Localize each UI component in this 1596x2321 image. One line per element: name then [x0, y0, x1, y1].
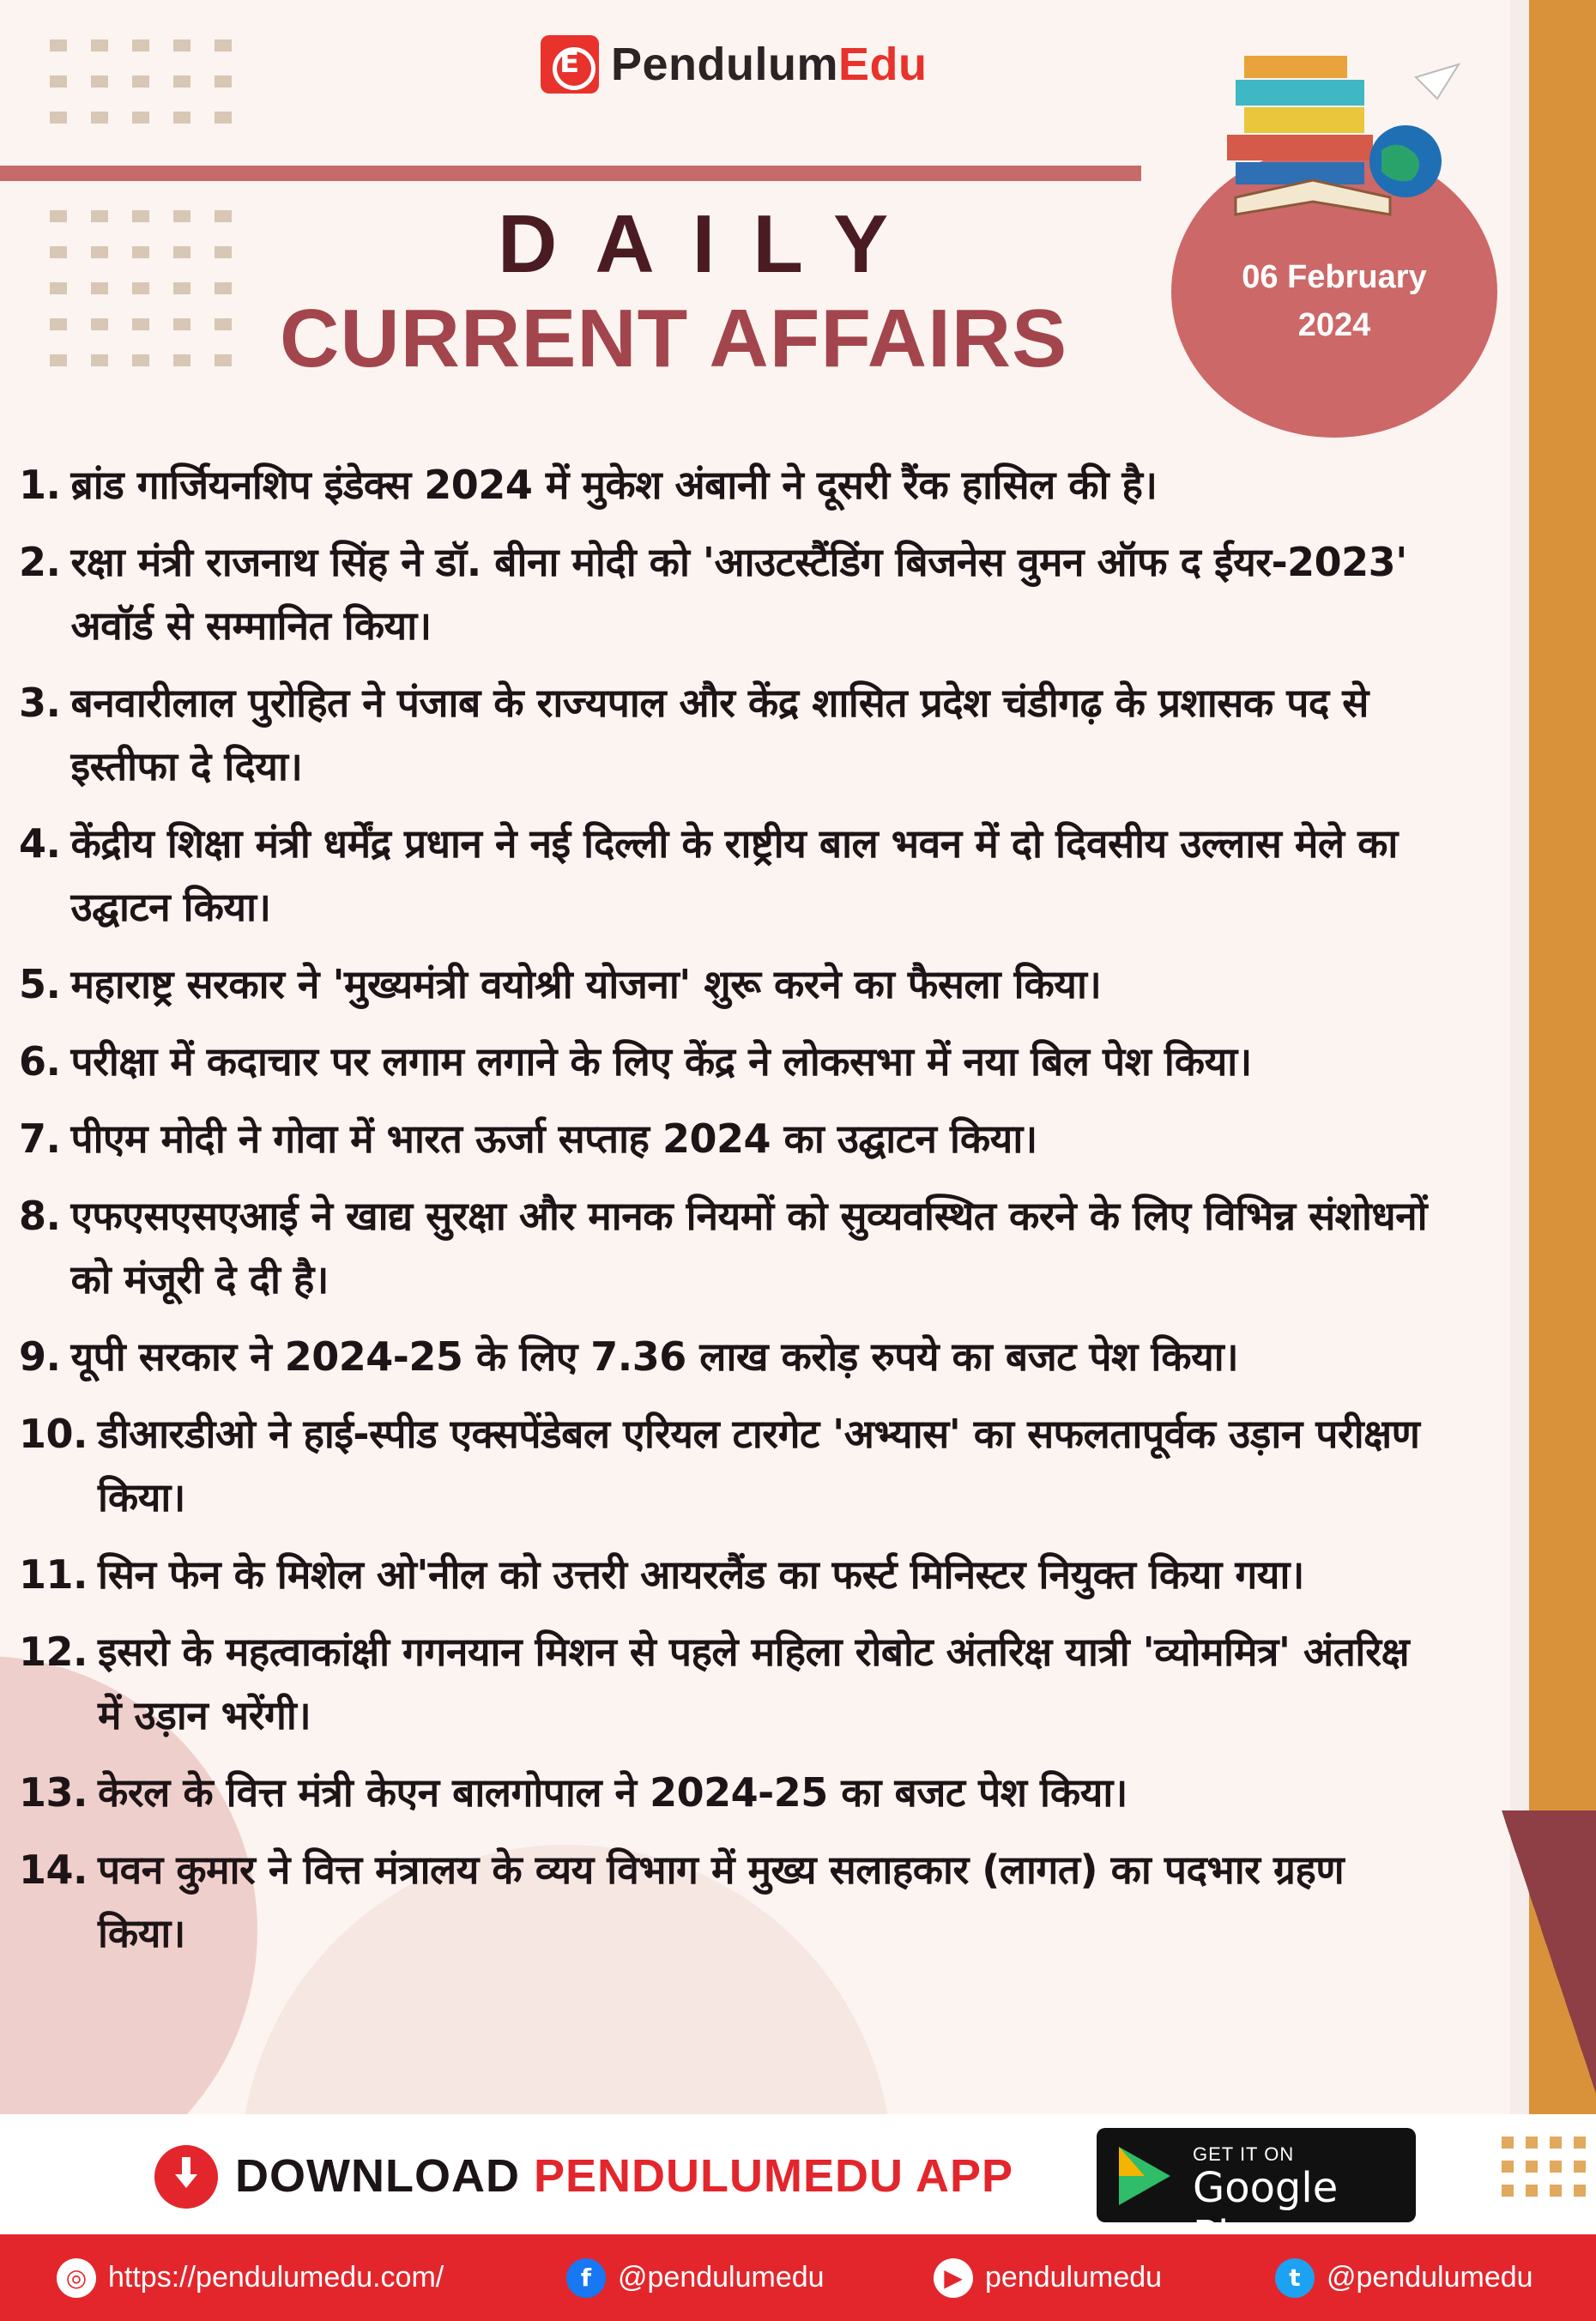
- list-item: 7. पीएम मोदी ने गोवा में भारत ऊर्जा सप्ताह 2024 का उद्घाटन किया।: [19, 1115, 1037, 1162]
- brand-logo: [541, 17, 928, 112]
- brand-name: PendulumEdu: [611, 39, 928, 90]
- list-item: 9. यूपी सरकार ने 2024-25 के लिए 7.36 लाख करोड़ रुपये का बजट पेश किया।: [19, 1333, 1239, 1380]
- footer-twitter[interactable]: t @pendulumedu: [1275, 2258, 1533, 2298]
- books-icon: [1210, 51, 1467, 236]
- side-stripe: [1529, 0, 1596, 2114]
- date-label: 06 February 2024: [1242, 259, 1427, 343]
- side-stripe-inner: [1510, 0, 1529, 2114]
- list-item: 5. महाराष्ट्र सरकार ने 'मुख्यमंत्री वयोश्री योजना' शुरू करने का फैसला किया।: [19, 961, 1102, 1007]
- youtube-icon: ▶: [934, 2258, 973, 2298]
- logo-mark: [541, 35, 599, 94]
- globe-icon: ◎: [57, 2258, 96, 2298]
- dot-grid-top: [50, 39, 232, 124]
- header-bar: [0, 166, 1141, 181]
- list-item: 8. एफएसएसएआई ने खाद्य सुरक्षा और मानक नियमों को सुव्यवस्थित करने के लिए विभिन्न संशोधनों को मंजूरी दे दी है।: [19, 1193, 1428, 1303]
- facebook-icon: f: [566, 2258, 606, 2298]
- dot-grid-bottom: [50, 210, 232, 366]
- dot-grid-bottom-right: [1502, 2137, 1586, 2197]
- footer-youtube[interactable]: ▶ pendulumedu: [934, 2258, 1162, 2298]
- twitter-icon: t: [1275, 2258, 1315, 2298]
- list-item: 10. डीआरडीओ ने हाई-स्पीड एक्सपेंडेबल एरियल टारगेट 'अभ्यास' का सफलतापूर्वक उड़ान परीक्षण किया।: [19, 1411, 1420, 1520]
- footer-website[interactable]: ◎ https://pendulumedu.com/: [57, 2258, 444, 2298]
- list-item: 11. सिन फेन के मिशेल ओ'नील को उत्तरी आयरलैंड का फर्स्ट मिनिस्टर नियुक्त किया गया।: [19, 1551, 1304, 1598]
- list-item: 14. पवन कुमार ने वित्त मंत्रालय के व्यय विभाग में मुख्य सलाहकार (लागत) का पदभार ग्रहण किया।: [19, 1847, 1345, 1956]
- list-item: 6. परीक्षा में कदाचार पर लगाम लगाने के लिए केंद्र ने लोकसभा में नया बिल पेश किया।: [19, 1038, 1252, 1085]
- title-current-affairs: CURRENT AFFAIRS: [280, 293, 1068, 384]
- footer: [0, 2234, 1596, 2321]
- list-item: 13. केरल के वित्त मंत्री केएन बालगोपाल ने 2024-25 का बजट पेश किया।: [19, 1769, 1127, 1816]
- list-item: 3. बनवारीलाल पुरोहित ने पंजाब के राज्यपाल और केंद्र शासित प्रदेश चंडीगढ़ के प्रशासक पद से इस्तीफा दे दिया।: [19, 680, 1369, 789]
- news-list: [19, 453, 1443, 1979]
- google-play-badge[interactable]: GET IT ON Google: [1097, 2128, 1416, 2222]
- list-item: 1. ब्रांड गार्जियनशिप इंडेक्स 2024 में मुकेश अंबानी ने दूसरी रैंक हासिल की है।: [19, 462, 1158, 508]
- footer-facebook[interactable]: f @pendulumedu: [566, 2258, 825, 2298]
- download-app-text[interactable]: DOWNLOAD PENDULUMEDU APP: [235, 2150, 1014, 2202]
- list-item: 2. रक्षा मंत्री राजनाथ सिंह ने डॉ. बीना मोदी को 'आउटस्टैंडिंग बिजनेस वुमन ऑफ द ईयर-2023' अवॉर्ड से सम्मानित किया।: [19, 539, 1407, 649]
- download-icon[interactable]: [154, 2145, 218, 2209]
- list-item: 4. केंद्रीय शिक्षा मंत्री धर्मेंद्र प्रधान ने नई दिल्ली के राष्ट्रीय बाल भवन में दो दिवसीय उल्लास मेले का उद्घाटन किया।: [19, 820, 1398, 930]
- title-daily: DAILY: [498, 198, 927, 290]
- list-item: 12. इसरो के महत्वाकांक्षी गगनयान मिशन से पहले महिला रोबोट अंतरिक्ष यात्री 'व्योममित्र' अंतरिक्ष में उड़ान भरेंगी।: [19, 1629, 1410, 1738]
- side-triangle: [1502, 1810, 1596, 2094]
